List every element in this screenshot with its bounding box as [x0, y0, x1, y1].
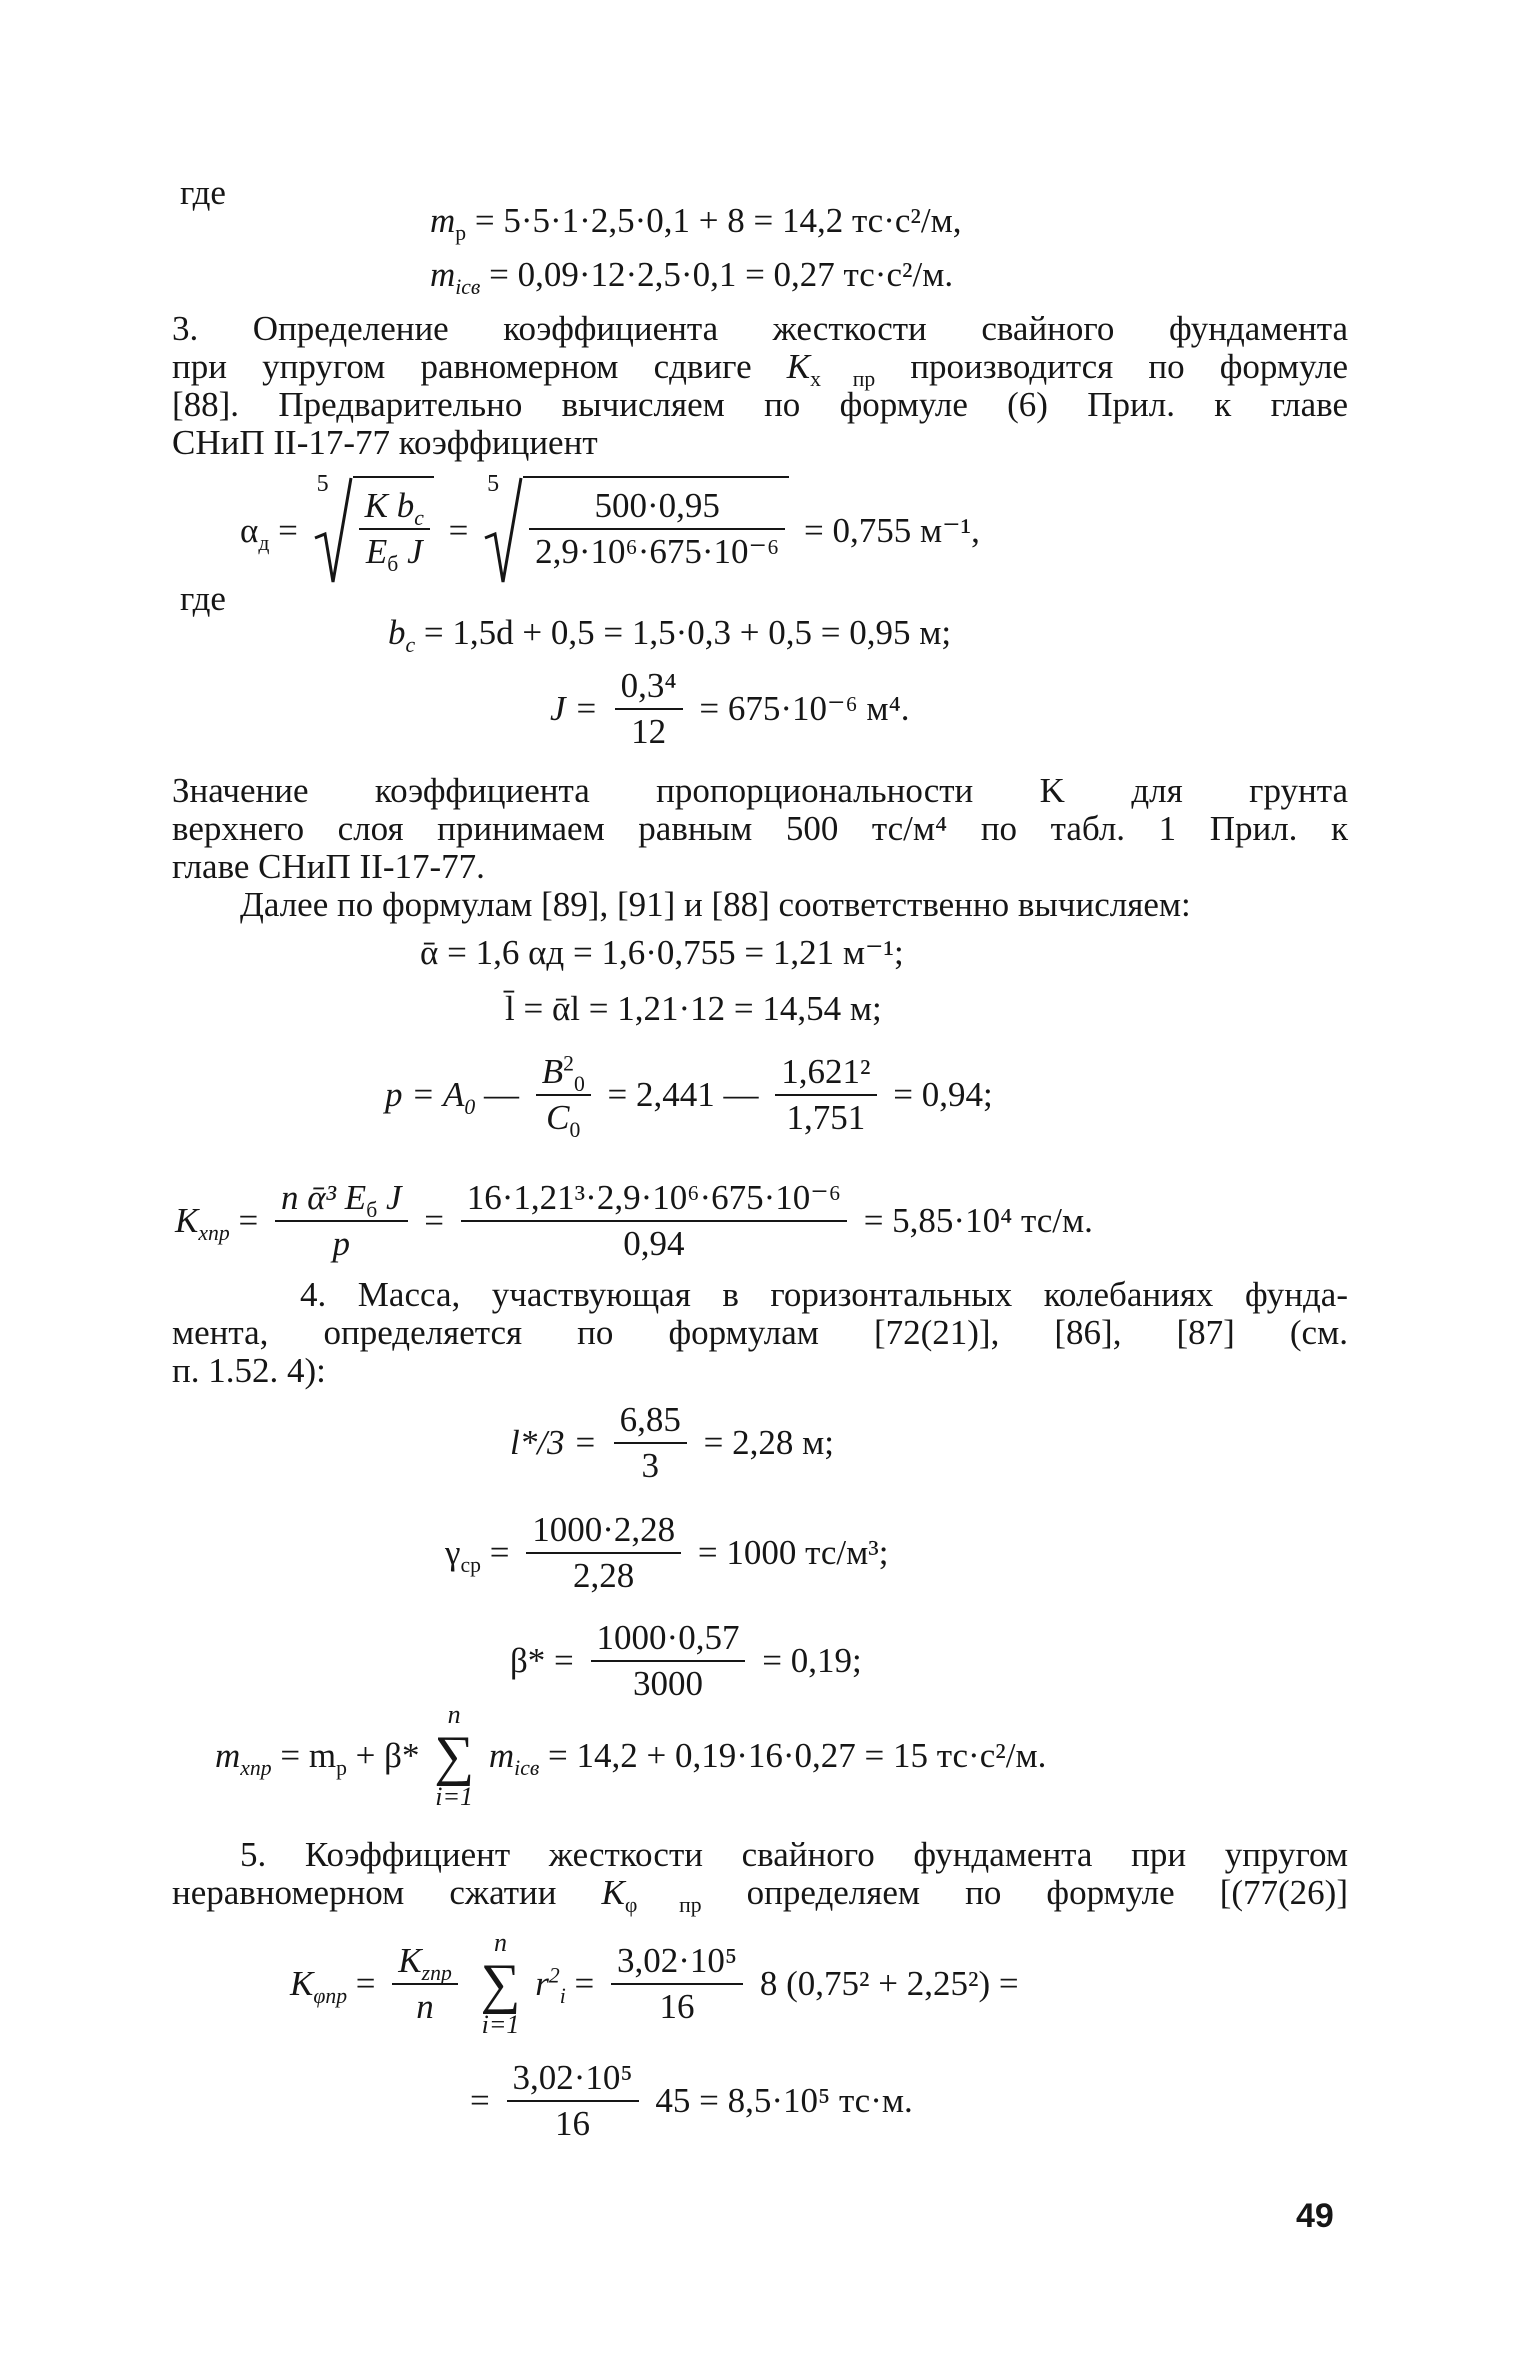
paragraph-3-line-2: при упругом равномерном сдвиге $K_{x пр}$ производится по формуле	[172, 347, 1349, 391]
paragraph-K-line-3: главе СНиП II-17-77.	[172, 847, 485, 886]
equation-l-bar: l̄ = ᾱl = 1,21·12 = 14,54 м;	[505, 989, 882, 1028]
summation-sign-1: n ∑ i=1	[434, 1700, 475, 1811]
equation-p: $p = A_0$ — $\frac{B^2_0}{C_0}$ = 2,441 — $\frac{\text{1,621²}}{1,751}$ = 0,94;	[385, 1051, 993, 1142]
equation-alpha: $\alpha_д$ = 5 $\frac{K b_c}{E_б J}$ = 5 $\frac{500\cdot 0,95}{\text{2,9·10⁶·675·10⁻⁶}}$ = 0,755 м⁻¹,	[240, 476, 980, 586]
where-label-2: где	[180, 579, 226, 618]
equation-mx: $m_{xпр} = m_р + \beta*$ n ∑ i=1 $m_{iсв} = 14,2 + 0,19\cdot 16\cdot 0,27 = 15$ тс·с²/м.	[215, 1700, 1047, 1811]
equation-mics: $m_{iсв} = 0,09\cdot 12\cdot 2,5\cdot 0,1 = 0,27$ тс·с²/м.	[430, 255, 954, 299]
paragraph-4-line-2: мента, определяется по формулам [72(21)], [86], [87] (см.	[172, 1313, 1348, 1352]
summation-sign-2: n ∑ i=1	[480, 1928, 521, 2039]
paragraph-3-line-3: [88]. Предварительно вычисляем по формуле (6) Прил. к главе	[172, 385, 1348, 424]
paragraph-4-line-1: 4. Масса, участвующая в горизонтальных колебаниях фунда-	[300, 1275, 1348, 1314]
paragraph-further: Далее по формулам [89], [91] и [88] соответственно вычисляем:	[240, 885, 1191, 924]
equation-l-star: l*/3 = $\frac{6,85}{3}$ = 2,28 м;	[510, 1400, 834, 1485]
equation-Kphi: $K_{\varphi пр}$ = $\frac{K_{zпр}}{n}$ n ∑ i=1 $r^2_i$ = $\frac{\text{3,02·10⁵}}{16}$ 8 (0,75² + 2,25²) =	[290, 1928, 1019, 2039]
equation-J: J = $\frac{\text{0,3⁴}}{12}$ = 675·10⁻⁶ м⁴.	[550, 666, 910, 751]
fifth-root-2: 5 $\frac{500\cdot 0,95}{\text{2,9·10⁶·675·10⁻⁶}}$	[483, 476, 789, 586]
equation-gamma: $\gamma_{ср}$ = $\frac{1000\cdot 2,28}{2,28}$ = 1000 тс/м³;	[445, 1510, 889, 1595]
equation-Kphi-continued: = $\frac{\text{3,02·10⁵}}{16}$ 45 = 8,5·10⁵ тс·м.	[470, 2058, 913, 2143]
fifth-root-1: 5 $\frac{K b_c}{E_б J}$	[313, 476, 434, 586]
equation-bc: $b_c = 1,5d + 0,5 = 1,5\cdot 0,3 + 0,5 = 0,95$ м;	[388, 613, 952, 657]
equation-beta: β* = $\frac{1000\cdot 0,57}{3000}$ = 0,19;	[510, 1618, 862, 1703]
equation-Kx: $K_{xпр}$ = $\frac{n ᾱ^3 E_б J}{p}$ = $\frac{\text{16·1,21³·2,9·10⁶·675·10⁻⁶}}{0,94}$ = 5,85·10⁴ тс/м.	[175, 1178, 1093, 1263]
equation-alpha-bar: ᾱ = 1,6 αд = 1,6·0,755 = 1,21 м⁻¹;	[420, 933, 904, 972]
paragraph-4-line-3: п. 1.52. 4):	[172, 1351, 326, 1390]
paragraph-K-line-2: верхнего слоя принимаем равным 500 тс/м⁴ по табл. 1 Прил. к	[172, 809, 1348, 848]
equation-mr: $m_р = 5\cdot 5\cdot 1\cdot 2,5\cdot 0,1 + 8 = 14,2$ тс·с²/м,	[430, 201, 962, 245]
paragraph-3-line-4: СНиП II-17-77 коэффициент	[172, 423, 598, 462]
paragraph-5-line-2: неравномерном сжатии $K_{\varphi пр}$ определяем по формуле [(77(26)]	[172, 1873, 1348, 1917]
paragraph-3-line-1: 3. Определение коэффициента жесткости свайного фундамента	[172, 309, 1348, 348]
page-number: 49	[1296, 2197, 1334, 2235]
where-label-1: где	[180, 173, 226, 212]
paragraph-K-line-1: Значение коэффициента пропорциональности K для грунта	[172, 771, 1348, 810]
paragraph-5-line-1: 5. Коэффициент жесткости свайного фундамента при упругом	[240, 1835, 1348, 1874]
